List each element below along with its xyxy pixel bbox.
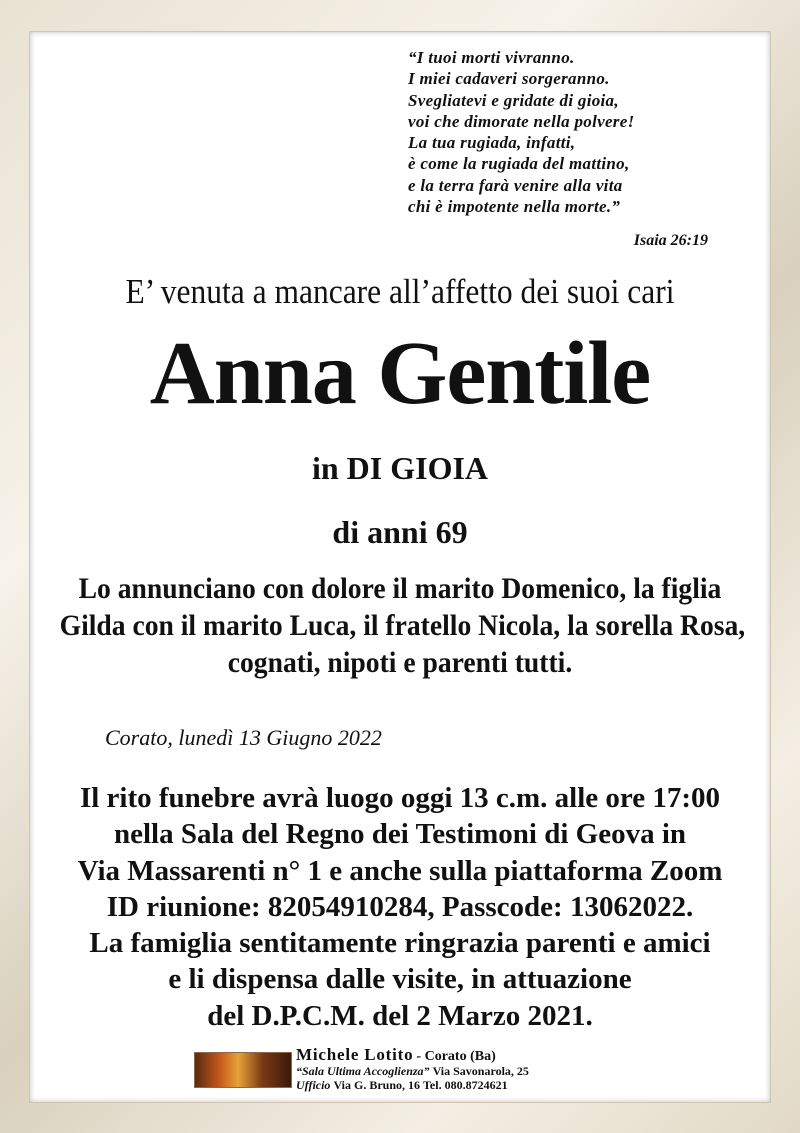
- phone-number: Tel. 080.8724621: [423, 1078, 508, 1092]
- office-label: Ufficio: [296, 1078, 331, 1092]
- funeral-home-photo: [194, 1052, 292, 1088]
- office-address: Via G. Bruno, 16: [333, 1078, 421, 1092]
- rite-line: del D.P.C.M. del 2 Marzo 2021.: [207, 999, 593, 1032]
- rite-line: Il rito funebre avrà luogo oggi 13 c.m. alle ore 17:00: [79, 782, 721, 814]
- funeral-notice: [30, 32, 770, 1102]
- hall-address: Via Savonarola, 25: [432, 1064, 529, 1078]
- funeral-home-location: - Corato (Ba): [416, 1049, 496, 1064]
- announcement-line: cognati, nipoti e parenti tutti.: [227, 646, 573, 679]
- married-name: in DI GIOIA: [311, 450, 489, 486]
- hall-name: “Sala Ultima Accoglienza”: [296, 1064, 430, 1078]
- rite-line: La famiglia sentitamente ringrazia parenti e amici: [89, 927, 711, 960]
- rite-details: [30, 780, 770, 1034]
- place-date: Corato, lunedì 13 Giugno 2022: [105, 725, 382, 750]
- quote-line: I miei cadaveri sorgeranno.: [408, 69, 610, 89]
- announcement-line: Gilda con il marito Luca, il fratello Nicola, la sorella Rosa,: [59, 609, 746, 642]
- quote-line: La tua rugiada, infatti,: [408, 133, 576, 153]
- rite-line: Via Massarenti n° 1 e anche sulla piattaforma Zoom: [77, 854, 723, 887]
- quote-reference: Isaia 26:19: [633, 232, 708, 249]
- deceased-name: Anna Gentile: [149, 324, 651, 423]
- age-text: di anni 69: [332, 514, 468, 550]
- quote-line: “I tuoi morti vivranno.: [408, 48, 575, 67]
- rite-line: nella Sala del Regno dei Testimoni di Geova in: [113, 818, 687, 851]
- quote-line: è come la rugiada del mattino,: [408, 154, 630, 174]
- quote-line: chi è impotente nella morte.”: [408, 197, 621, 217]
- intro-text: E’ venuta a mancare all’affetto dei suoi cari: [125, 272, 675, 311]
- quote-line: voi che dimorate nella polvere!: [408, 111, 635, 131]
- bible-quote: [408, 47, 768, 217]
- announcement: [59, 570, 746, 681]
- quote-line: Svegliatevi e gridate di gioia,: [408, 90, 619, 110]
- rite-line: e li dispensa dalle visite, in attuazione: [168, 963, 632, 996]
- funeral-home-name: Michele Lotito: [296, 1045, 414, 1064]
- funeral-home-footer: [194, 1045, 634, 1096]
- quote-line: e la terra farà venire alla vita: [408, 175, 623, 195]
- announcement-line: Lo annunciano con dolore il marito Domenico, la figlia: [78, 572, 722, 605]
- rite-line: ID riunione: 82054910284, Passcode: 13062022.: [106, 890, 694, 923]
- funeral-home-info: [296, 1045, 636, 1092]
